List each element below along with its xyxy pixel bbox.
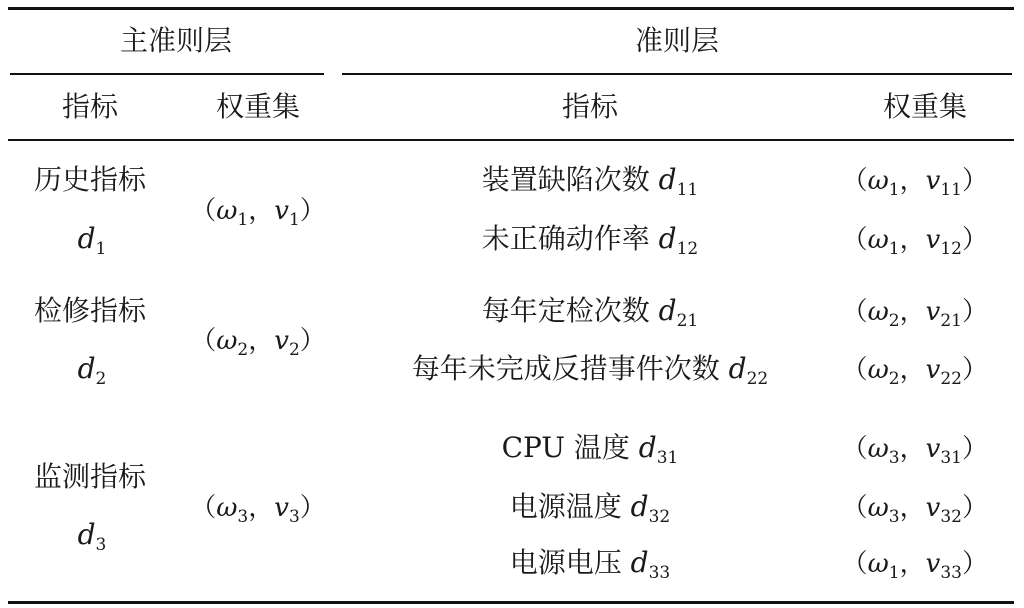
variable-subscript: 31: [656, 448, 679, 468]
v-symbol: v: [274, 196, 289, 226]
col-header-indicator-main: 指标: [61, 90, 119, 123]
paren-open: （: [841, 355, 868, 385]
comma: ，: [248, 493, 275, 523]
omega-subscript: 2: [237, 340, 249, 360]
v-symbol: v: [925, 493, 941, 523]
col-header-weight-main: 权重集: [215, 90, 301, 123]
variable-letter: d: [658, 222, 677, 255]
criteria-indicator: [412, 352, 769, 396]
criteria-indicator-name: 未正确动作率: [481, 222, 650, 255]
variable-letter: d: [77, 352, 96, 385]
paren-open: （: [841, 434, 868, 464]
weight-pair: [190, 493, 326, 527]
variable-letter: d: [658, 294, 677, 327]
omega-symbol: ω: [867, 166, 889, 196]
criteria-layer-rule: [342, 73, 1012, 75]
omega-subscript: 2: [888, 311, 900, 331]
variable: [658, 294, 699, 331]
paren-open: （: [841, 225, 868, 255]
criteria-weight-set: [842, 431, 988, 475]
omega-subscript: 1: [888, 563, 900, 583]
criteria-weight-set: [842, 294, 988, 338]
omega-symbol: ω: [867, 225, 889, 255]
weight-pair: [841, 549, 988, 583]
paren-close: ）: [961, 297, 988, 327]
v-subscript: 21: [940, 311, 962, 331]
comma: ，: [248, 326, 275, 356]
criteria-indicator-name: CPU 温度: [501, 431, 630, 464]
main-indicator-variable: [78, 222, 107, 266]
weight-pair: [190, 196, 326, 230]
col-header-indicator: 指标: [561, 90, 619, 123]
table-bottom-rule: [8, 601, 1014, 604]
main-weight-set: [190, 490, 326, 534]
variable-letter: d: [630, 490, 649, 523]
main-weight-set: [190, 323, 326, 367]
variable-letter: d: [77, 518, 96, 551]
omega-symbol: ω: [867, 434, 889, 464]
main-indicator-name: 历史指标: [33, 163, 147, 196]
criteria-indicator-name: 每年未完成反措事件次数: [411, 352, 720, 385]
v-symbol: v: [274, 326, 289, 356]
criteria-indicator-name: 电源电压: [509, 546, 622, 579]
comma: ，: [899, 549, 926, 579]
criteria-indicator: [482, 222, 699, 266]
comma: ，: [899, 434, 926, 464]
omega-subscript: 2: [888, 369, 900, 389]
paren-close: ）: [299, 493, 326, 523]
omega-subscript: 1: [237, 210, 249, 230]
paren-open: （: [190, 196, 217, 226]
variable-subscript: 11: [676, 180, 699, 200]
v-subscript: 11: [940, 180, 962, 200]
paren-close: ）: [961, 166, 988, 196]
v-symbol: v: [925, 225, 941, 255]
paren-open: （: [190, 493, 217, 523]
v-symbol: v: [925, 297, 941, 327]
variable: [728, 352, 769, 389]
main-layer-header: 主准则层: [119, 24, 233, 57]
criteria-indicator: [510, 546, 671, 590]
v-subscript: 31: [940, 448, 962, 468]
omega-symbol: ω: [216, 326, 238, 356]
variable-subscript: 12: [676, 239, 699, 259]
comma: ，: [899, 493, 926, 523]
omega-subscript: 1: [888, 239, 900, 259]
v-symbol: v: [925, 166, 941, 196]
comma: ，: [899, 355, 926, 385]
paren-close: ）: [961, 549, 988, 579]
variable: [630, 490, 671, 527]
omega-symbol: ω: [867, 549, 889, 579]
main-indicator-name: 检修指标: [33, 294, 147, 327]
variable-subscript: 22: [746, 369, 769, 389]
variable-letter: d: [728, 352, 747, 385]
paren-close: ）: [299, 196, 326, 226]
criteria-weight-set: [842, 163, 988, 207]
v-symbol: v: [274, 493, 289, 523]
weight-pair: [841, 166, 988, 200]
variable-letter: d: [630, 546, 649, 579]
variable: [630, 546, 671, 583]
criteria-weight-set: [842, 546, 988, 590]
v-subscript: 2: [288, 340, 300, 360]
paren-open: （: [841, 549, 868, 579]
variable: [658, 222, 699, 259]
omega-subscript: 3: [888, 507, 900, 527]
comma: ，: [248, 196, 275, 226]
comma: ，: [899, 166, 926, 196]
v-subscript: 22: [940, 369, 962, 389]
paren-open: （: [190, 326, 217, 356]
variable-subscript: 2: [95, 369, 107, 389]
criteria-indicator: [510, 490, 671, 534]
v-subscript: 12: [940, 239, 962, 259]
omega-symbol: ω: [216, 493, 238, 523]
paren-close: ）: [961, 434, 988, 464]
weight-pair: [841, 355, 988, 389]
v-subscript: 33: [940, 563, 962, 583]
paren-close: ）: [961, 355, 988, 385]
col-header-weight: 权重集: [882, 90, 968, 123]
paren-open: （: [841, 493, 868, 523]
variable: [658, 163, 699, 200]
main-indicator-variable: [78, 518, 107, 562]
variable: [638, 431, 679, 468]
variable-subscript: 21: [676, 311, 699, 331]
criteria-indicator-name: 每年定检次数: [481, 294, 650, 327]
header-bottom-rule: [8, 139, 1014, 141]
v-subscript: 3: [288, 507, 300, 527]
weight-pair: [190, 326, 326, 360]
paren-open: （: [841, 297, 868, 327]
omega-symbol: ω: [867, 493, 889, 523]
v-subscript: 32: [940, 507, 962, 527]
paren-close: ）: [961, 225, 988, 255]
weight-pair: [841, 297, 988, 331]
variable-subscript: 32: [648, 507, 671, 527]
variable-letter: d: [638, 431, 657, 464]
v-symbol: v: [925, 549, 941, 579]
main-layer-rule: [10, 73, 324, 75]
omega-symbol: ω: [216, 196, 238, 226]
criteria-indicator: [502, 431, 679, 475]
v-symbol: v: [925, 434, 941, 464]
criteria-indicator: [482, 294, 699, 338]
variable-subscript: 3: [95, 535, 107, 555]
v-symbol: v: [925, 355, 941, 385]
comma: ，: [899, 297, 926, 327]
omega-subscript: 3: [237, 507, 249, 527]
comma: ，: [899, 225, 926, 255]
omega-symbol: ω: [867, 297, 889, 327]
criteria-indicator-name: 装置缺陷次数: [481, 163, 650, 196]
paren-open: （: [841, 166, 868, 196]
criteria-layer-header: 准则层: [634, 24, 720, 57]
weight-pair: [841, 225, 988, 259]
paren-close: ）: [299, 326, 326, 356]
weight-pair: [841, 434, 988, 468]
variable-letter: d: [658, 163, 677, 196]
criteria-weight-set: [842, 490, 988, 534]
paren-close: ）: [961, 493, 988, 523]
main-weight-set: [190, 193, 326, 237]
variable: [77, 222, 107, 259]
omega-symbol: ω: [867, 355, 889, 385]
criteria-indicator-name: 电源温度: [509, 490, 622, 523]
variable-subscript: 1: [95, 239, 107, 259]
criteria-weight-set: [842, 352, 988, 396]
omega-subscript: 3: [888, 448, 900, 468]
criteria-weight-set: [842, 222, 988, 266]
omega-subscript: 1: [888, 180, 900, 200]
variable-letter: d: [77, 222, 96, 255]
main-indicator-name: 监测指标: [33, 460, 147, 493]
main-indicator-variable: [78, 352, 107, 396]
variable: [77, 352, 107, 389]
weight-pair: [841, 493, 988, 527]
variable: [77, 518, 107, 555]
variable-subscript: 33: [648, 563, 671, 583]
v-subscript: 1: [288, 210, 300, 230]
table-top-rule: [8, 7, 1014, 10]
criteria-indicator: [482, 163, 699, 207]
